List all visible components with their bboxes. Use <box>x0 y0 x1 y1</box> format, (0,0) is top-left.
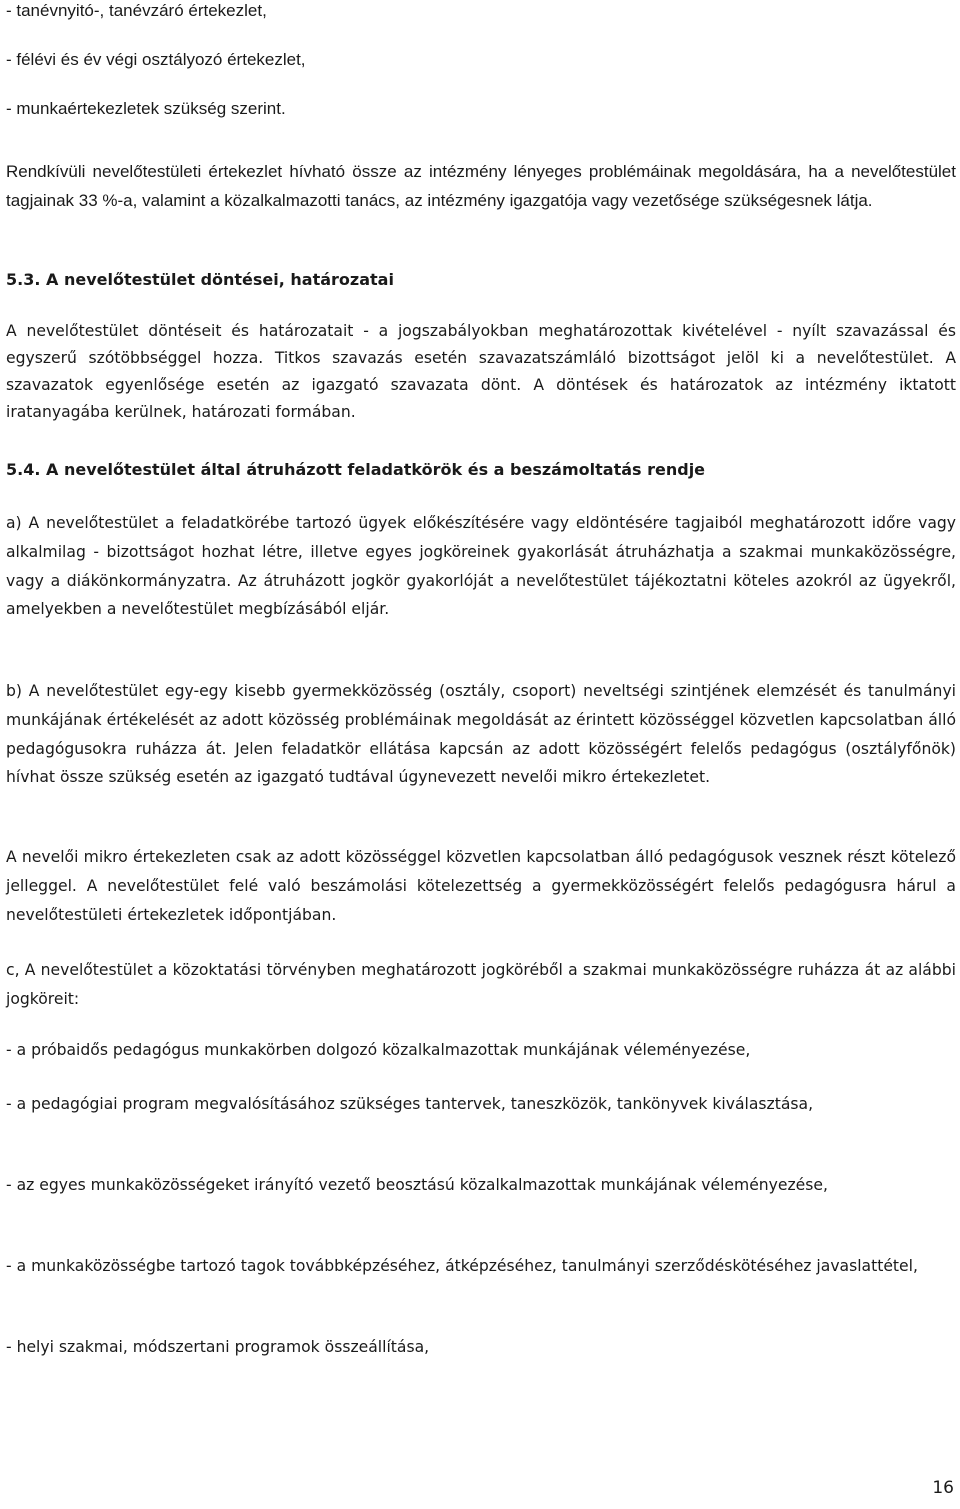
page-number: 16 <box>932 1478 954 1498</box>
list-item: - a próbaidős pedagógus munkakörben dolgozó közalkalmazottak munkájának véleményezése, <box>6 1041 751 1059</box>
section-5-4-paragraph-b: b) A nevelőtestület egy-egy kisebb gyermekközösség (osztály, csoport) neveltségi szintjének elemzését és tanulmányi munkájának értékelését az adott közösség problémáinak megoldását az érintett közösséggel közvetlen kapcsolatban álló pedagógusokra ruházza át. Jelen feladatkör ellátása kapcsán az adott közösségért felelős pedagógus (osztályfőnök) hívhat össze szükség esetén az igazgató tudtával úgynevezett nevelői mikro értekezletet. <box>6 682 956 787</box>
section-5-3-body: A nevelőtestület döntéseit és határozatait - a jogszabályokban meghatározottak kivételével - nyílt szavazással és egyszerű szótöbbséggel hozza. Titkos szavazás esetén szavazatszámláló bizottságot jelöl ki a nevelőtestület. A szavazatok egyenlősége esetén az igazgató szavazata dönt. A döntések és határozatok az intézmény iktatott iratanyagába kerülnek, határozati formában. <box>6 322 956 421</box>
list-item: - a munkaközösségbe tartozó tagok továbbképzéséhez, átképzéséhez, tanulmányi szerződéskötéséhez javaslattétel, <box>6 1257 918 1275</box>
section-5-4-heading: 5.4. A nevelőtestület által átruházott feladatkörök és a beszámoltatás rendje <box>6 460 706 479</box>
intro-list-item: - félévi és év végi osztályozó értekezlet, <box>6 50 306 69</box>
section-5-4-paragraph-c: c, A nevelőtestület a közoktatási törvényben meghatározott jogköréből a szakmai munkaközösségre ruházza át az alábbi jogköreit: <box>6 961 956 1008</box>
intro-list-item: - tanévnyitó-, tanévzáró értekezlet, <box>6 1 267 20</box>
intro-list-item: - munkaértekezletek szükség szerint. <box>6 99 286 118</box>
list-item: - az egyes munkaközösségeket irányító vezető beosztású közalkalmazottak munkájának véleményezése, <box>6 1176 828 1194</box>
extraordinary-meeting-paragraph: Rendkívüli nevelőtestületi értekezlet hívható össze az intézmény lényeges problémáinak megoldására, ha a nevelőtestület tagjainak 33 %-a, valamint a közalkalmazotti tanács, az intézmény igazgatója vagy vezetősége szükségesnek látja. <box>6 162 956 210</box>
list-item: - a pedagógiai program megvalósításához szükséges tantervek, taneszközök, tankönyvek kiválasztása, <box>6 1095 814 1113</box>
section-5-4-paragraph-a: a) A nevelőtestület a feladatkörébe tartozó ügyek előkészítésére vagy eldöntésére tagjaiból meghatározott időre vagy alkalmilag - bizottságot hozhat létre, illetve egyes jogköreinek gyakorlását átruházhatja a szakmai munkaközösségre, vagy a diákönkormányzatra. Az átruházott jogkör gyakorlóját a nevelőtestület tájékoztatni köteles azokról az ügyekről, amelyekben a nevelőtestület megbízásából eljár. <box>6 514 956 619</box>
section-5-4-paragraph-micro: A nevelői mikro értekezleten csak az adott közösséggel közvetlen kapcsolatban álló pedagógusok vesznek részt kötelező jelleggel. A nevelőtestület felé való beszámolási kötelezettség a gyermekközösségért felelős pedagógusra hárul a nevelőtestületi értekezletek időpontjában. <box>6 848 956 924</box>
list-item: - helyi szakmai, módszertani programok összeállítása, <box>6 1338 430 1356</box>
section-5-3-heading: 5.3. A nevelőtestület döntései, határozatai <box>6 270 394 289</box>
